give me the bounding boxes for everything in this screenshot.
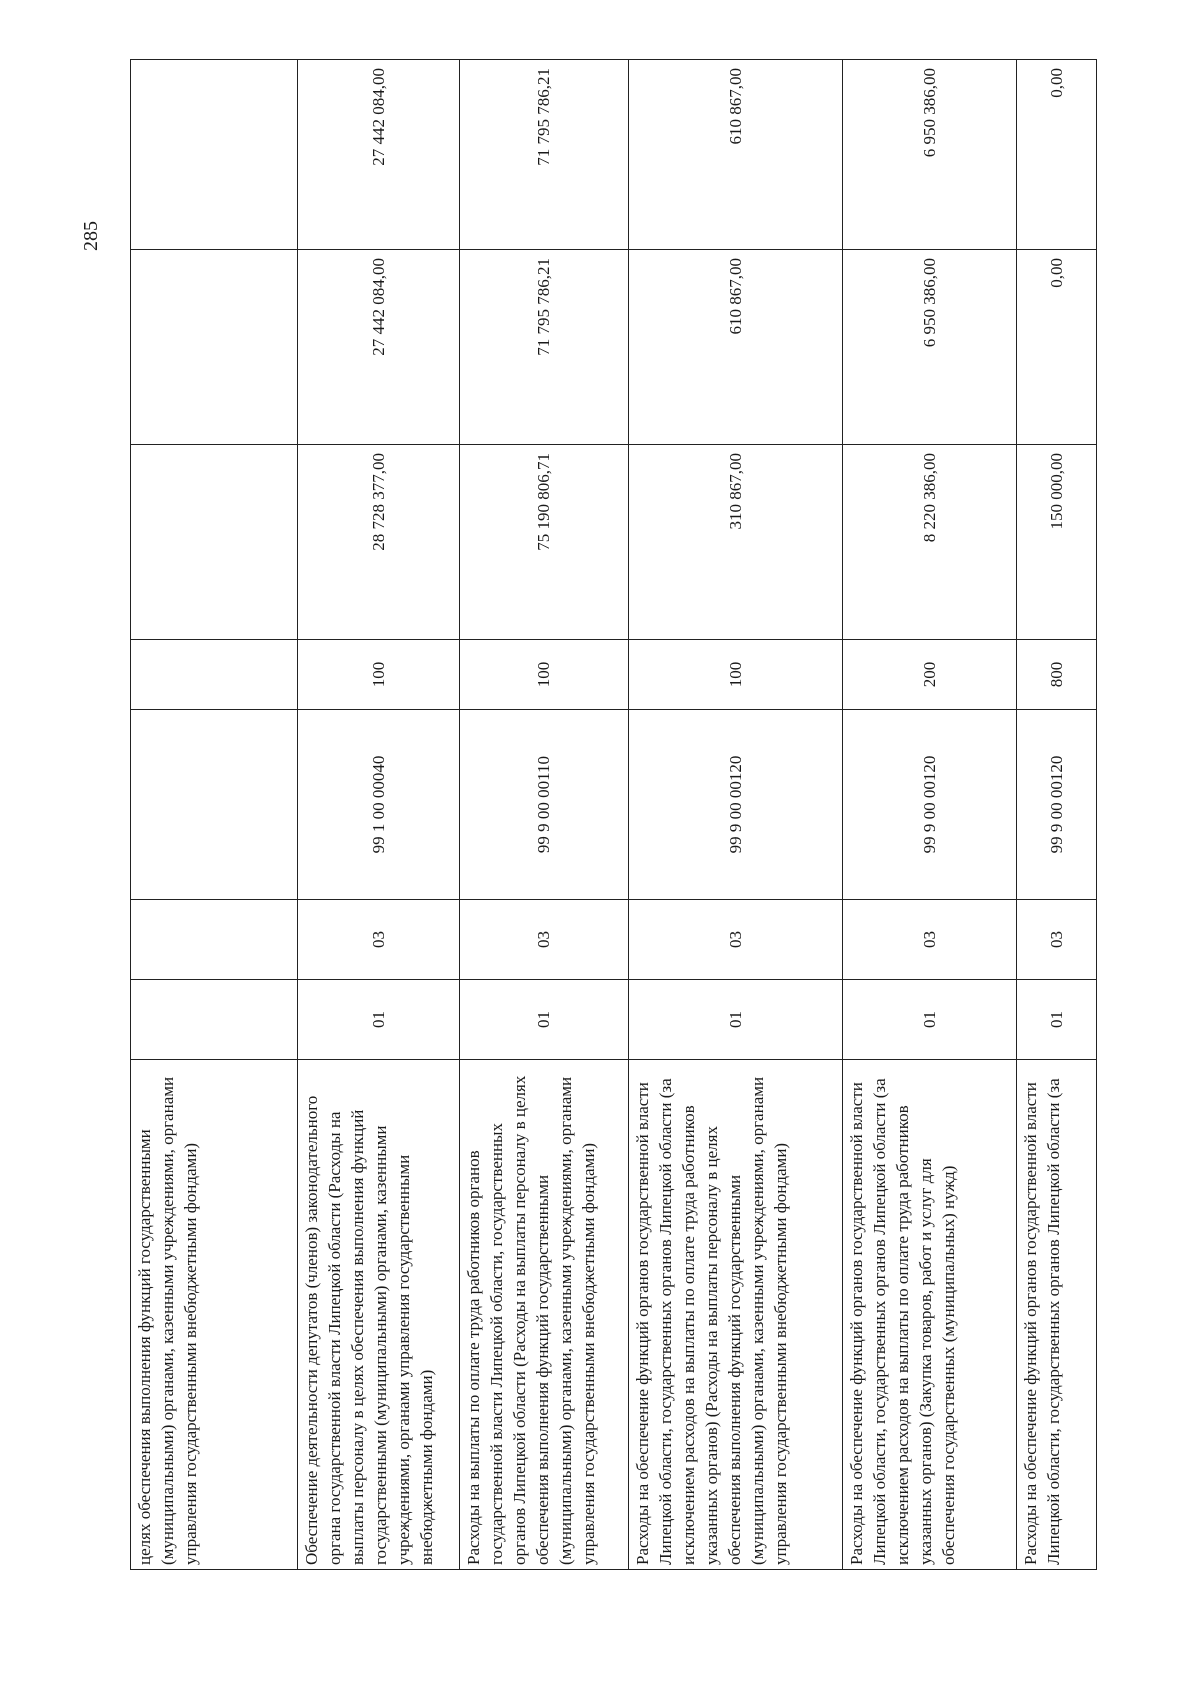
row-description: Расходы на выплаты по оплате труда работников органов государственной власти Липецкой области, государственных органов Липецкой области (Расходы на выплаты персоналу в целях обеспечения выполнения функций государственными (муниципальными) органами, казенными учреждениями, органами управления государственными внебюджетными фондами) — [460, 1060, 629, 1570]
expense-type-code: 200 — [843, 640, 1017, 710]
subsection-code: 03 — [843, 900, 1017, 980]
expense-type-code: 100 — [460, 640, 629, 710]
amount-year-2: 610 867,00 — [629, 250, 843, 445]
row-description: целях обеспечения выполнения функций государственными (муниципальными) органами, казенными учреждениями, органами управления государственными внебюджетными фондами) — [131, 1060, 298, 1570]
target-article-code: 99 9 00 00120 — [843, 710, 1017, 900]
row-description: Расходы на обеспечение функций органов государственной власти Липецкой области, государственных органов Липецкой области (за исключением расходов на выплаты по оплате труда работников указанных органов) (Расходы на выплаты персоналу в целях обеспечения выполнения функций государственными (муниципальными) органами, казенными учреждениями, органами управления государственными внебюджетными фондами) — [629, 1060, 843, 1570]
amount-year-2: 0,00 — [1017, 250, 1097, 445]
expense-type-code: 100 — [298, 640, 460, 710]
table-row — [298, 60, 460, 1570]
target-article-code — [131, 710, 298, 900]
subsection-code: 03 — [460, 900, 629, 980]
row-description: Расходы на обеспечение функций органов государственной власти Липецкой области, государственных органов Липецкой области (за исключением расходов на выплаты по оплате труда работников указанных органов) (Закупка товаров, работ и услуг для обеспечения государственных (муниципальных) нужд) — [843, 1060, 1017, 1570]
amount-year-3: 6 950 386,00 — [843, 60, 1017, 250]
amount-year-1: 28 728 377,00 — [298, 445, 460, 640]
section-code: 01 — [629, 980, 843, 1060]
amount-year-2 — [131, 250, 298, 445]
table-row — [131, 60, 298, 1570]
target-article-code: 99 1 00 00040 — [298, 710, 460, 900]
amount-year-1: 150 000,00 — [1017, 445, 1097, 640]
amount-year-3 — [131, 60, 298, 250]
budget-table — [130, 59, 1097, 1570]
amount-year-3: 71 795 786,21 — [460, 60, 629, 250]
page-number: 285 — [80, 221, 102, 251]
section-code: 01 — [298, 980, 460, 1060]
subsection-code: 03 — [629, 900, 843, 980]
table-row — [629, 60, 843, 1570]
section-code: 01 — [1017, 980, 1097, 1060]
target-article-code: 99 9 00 00120 — [629, 710, 843, 900]
target-article-code: 99 9 00 00110 — [460, 710, 629, 900]
table-row — [1017, 60, 1097, 1570]
table-body — [131, 60, 1097, 1570]
expense-type-code: 800 — [1017, 640, 1097, 710]
amount-year-3: 610 867,00 — [629, 60, 843, 250]
amount-year-1: 310 867,00 — [629, 445, 843, 640]
section-code: 01 — [843, 980, 1017, 1060]
table-row — [843, 60, 1017, 1570]
amount-year-2: 6 950 386,00 — [843, 250, 1017, 445]
target-article-code: 99 9 00 00120 — [1017, 710, 1097, 900]
table-row — [460, 60, 629, 1570]
amount-year-1 — [131, 445, 298, 640]
amount-year-1: 75 190 806,71 — [460, 445, 629, 640]
row-description: Обеспечение деятельности депутатов (членов) законодательного органа государственной власти Липецкой области (Расходы на выплаты персоналу в целях обеспечения выполнения функций государственными (муниципальными) органами, казенными учреждениями, органами управления государственными внебюджетными фондами) — [298, 1060, 460, 1570]
amount-year-3: 0,00 — [1017, 60, 1097, 250]
amount-year-2: 27 442 084,00 — [298, 250, 460, 445]
row-description: Расходы на обеспечение функций органов государственной власти Липецкой области, государственных органов Липецкой области (за — [1017, 1060, 1097, 1570]
amount-year-3: 27 442 084,00 — [298, 60, 460, 250]
section-code — [131, 980, 298, 1060]
amount-year-2: 71 795 786,21 — [460, 250, 629, 445]
expense-type-code: 100 — [629, 640, 843, 710]
expense-type-code — [131, 640, 298, 710]
subsection-code: 03 — [1017, 900, 1097, 980]
budget-table-container — [130, 60, 1097, 1570]
section-code: 01 — [460, 980, 629, 1060]
amount-year-1: 8 220 386,00 — [843, 445, 1017, 640]
subsection-code: 03 — [298, 900, 460, 980]
subsection-code — [131, 900, 298, 980]
